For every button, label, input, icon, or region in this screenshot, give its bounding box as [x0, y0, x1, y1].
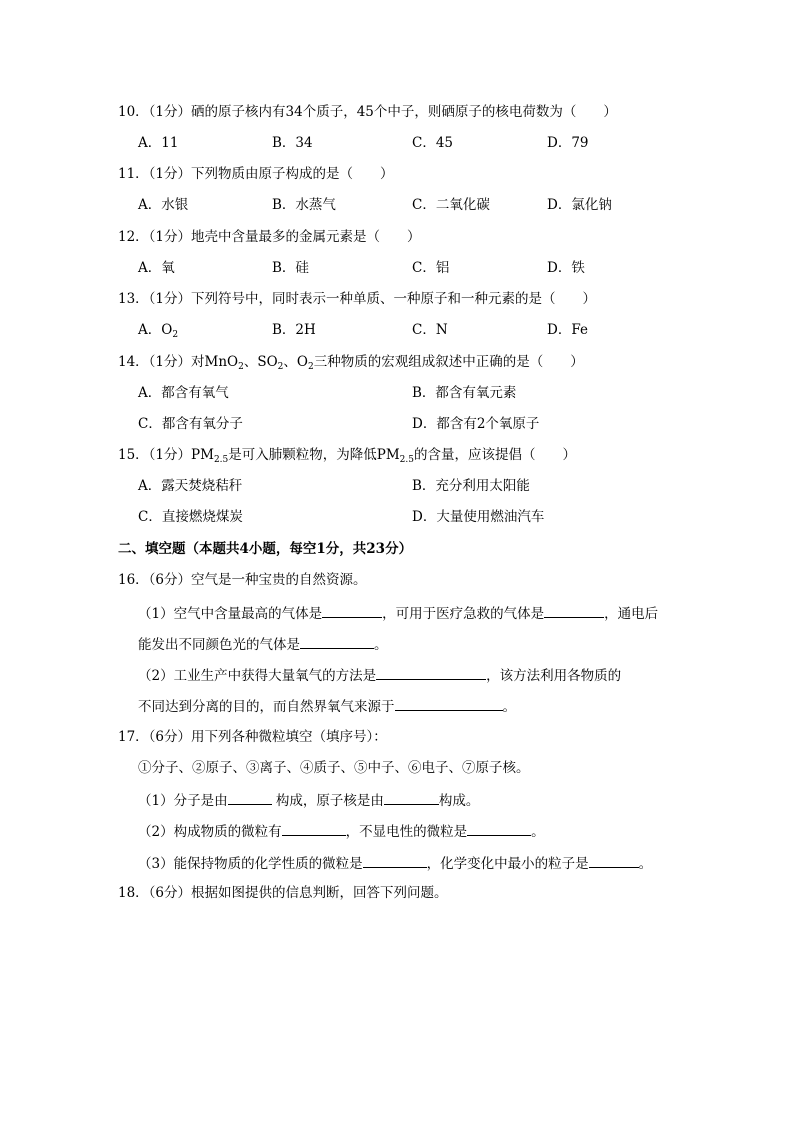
question-17-particle-list: ①分子、②原子、③离子、④质子、⑤中子、⑥电子、⑦原子核。: [138, 760, 530, 776]
question-17-part-3: （3）能保持物质的化学性质的微粒是 ，化学变化中最小的粒子是 。: [138, 853, 652, 873]
question-14-option-a: A．都含有氧气: [138, 385, 229, 401]
question-12-stem: 12．（1分）地壳中含量最多的金属元素是（ ）: [118, 229, 421, 245]
question-11-option-a: A．水银: [138, 197, 189, 213]
answer-blank: [300, 634, 374, 649]
question-15-option-d: D．大量使用燃油汽车: [412, 509, 545, 525]
question-10-option-b: B．34: [272, 135, 313, 151]
answer-blank: [322, 603, 382, 618]
question-13-stem: 13．（1分）下列符号中，同时表示一种单质、一种原子和一种元素的是（ ）: [118, 291, 597, 307]
question-10-stem: 10．（1分）硒的原子核内有34个质子，45个中子，则硒原子的核电荷数为（ ）: [118, 104, 617, 120]
question-11-option-b: B．水蒸气: [272, 197, 336, 213]
question-12-option-c: C．铝: [412, 260, 450, 276]
question-14-stem: 14．（1分）对MnO$_2$、$SO_2$、$O_2$三种物质的宏观组成叙述中正确的是（ ）: [118, 354, 584, 372]
question-17-part-2: （2）构成物质的微粒有 ，不显电性的微粒是 。: [138, 821, 545, 841]
question-12-option-b: B．硅: [272, 260, 309, 276]
answer-blank: [384, 790, 439, 805]
question-16-part-1-cont: 能发出不同颜色光的气体是 。: [138, 634, 388, 654]
question-13-option-a: A．$O_2$: [138, 322, 179, 340]
question-17-stem: 17．（6分）用下列各种微粒填空（填序号）：: [118, 729, 387, 745]
section-2-title: 二、填空题（本题共4小题，每空1分，共23分）: [118, 541, 413, 557]
question-15-option-b: B．充分利用太阳能: [412, 478, 530, 494]
question-11-option-c: C．二氧化碳: [412, 197, 490, 213]
question-10-option-c: C．45: [412, 135, 454, 151]
question-16-part-2-cont: 不同达到分离的目的，而自然界氧气来源于 。: [138, 696, 516, 716]
question-18-stem: 18．（6分）根据如图提供的信息判断，回答下列问题。: [118, 885, 448, 901]
question-14-option-b: B．都含有氧元素: [412, 385, 517, 401]
question-13-option-d: D．Fe: [547, 322, 588, 338]
answer-blank: [228, 790, 272, 805]
answer-blank: [467, 821, 531, 836]
question-11-stem: 11．（1分）下列物质由原子构成的是（ ）: [118, 166, 394, 182]
answer-blank: [544, 603, 604, 618]
answer-blank: [589, 853, 639, 868]
question-15-option-c: C．直接燃烧煤炭: [138, 509, 243, 525]
question-11-option-d: D．氯化钠: [547, 197, 612, 213]
answer-blank: [282, 821, 346, 836]
question-10-option-a: A．11: [138, 135, 179, 151]
question-12-option-a: A．氧: [138, 260, 175, 276]
question-14-option-d: D．都含有2个氧原子: [412, 416, 540, 432]
question-16-part-2: （2）工业生产中获得大量氧气的方法是 ，该方法利用各物质的: [138, 665, 621, 685]
question-14-option-c: C．都含有氧分子: [138, 416, 243, 432]
question-16-stem: 16．（6分）空气是一种宝贵的自然资源。: [118, 572, 367, 588]
question-13-option-b: B．2H: [272, 322, 316, 338]
question-10-option-d: D．79: [547, 135, 589, 151]
question-17-part-1: （1）分子是由 构成，原子核是由 构成。: [138, 790, 479, 810]
question-12-option-d: D．铁: [547, 260, 585, 276]
question-13-option-c: C．N: [412, 322, 448, 338]
answer-blank: [376, 665, 486, 680]
answer-blank: [363, 853, 427, 868]
question-15-option-a: A．露天焚烧秸秆: [138, 478, 243, 494]
question-16-part-1: （1）空气中含量最高的气体是 ，可用于医疗急救的气体是 ，通电后: [138, 603, 658, 623]
question-15-stem: 15．（1分）$PM_{2.5}$是可入肺颗粒物，为降低$PM_{2.5}$的含量，应该提倡（ ）: [118, 447, 576, 465]
answer-blank: [395, 696, 503, 711]
